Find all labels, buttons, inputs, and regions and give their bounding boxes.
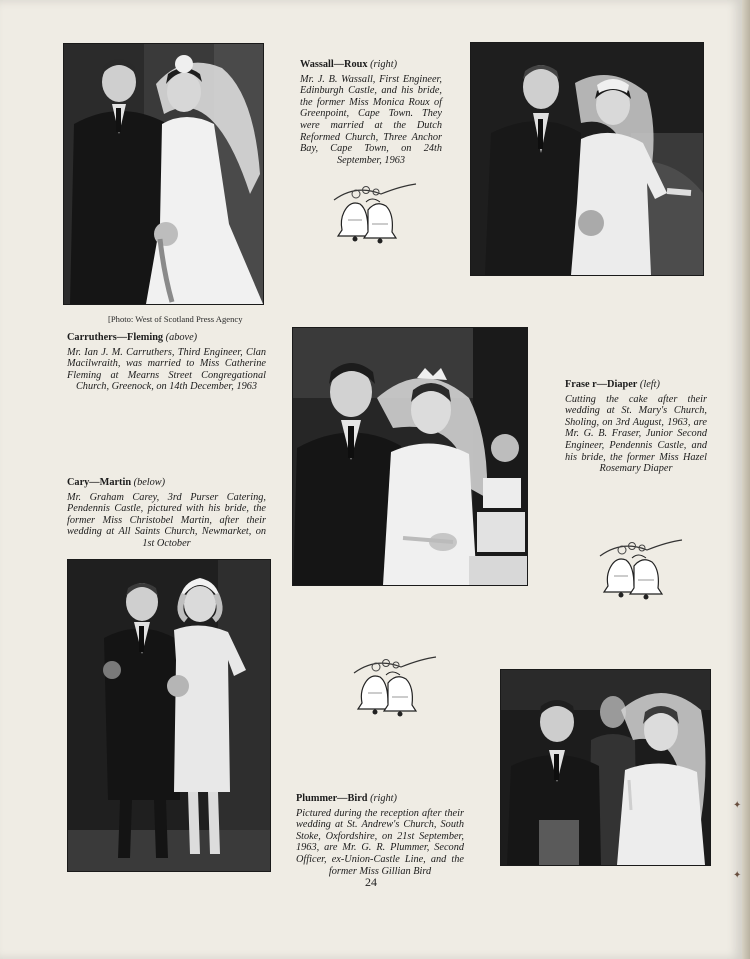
caption-direction: (right) xyxy=(370,59,397,70)
caption-direction: (below) xyxy=(133,477,166,488)
photo-cary-martin xyxy=(68,560,270,871)
caption-heading: Frase r—Diaper xyxy=(565,379,638,390)
caption-heading: Wassall—Roux xyxy=(300,59,368,70)
photo-credit: [Photo: West of Scotland Press Agency xyxy=(108,314,243,324)
caption-plummer-bird xyxy=(296,793,464,877)
caption-body: Mr. Ian J. M. Carruthers, Third Engineer, Clan Macilwraith, was married to Miss Catherine Fleming at Mearns Street Congregational Church, Greenock, on 14th December, 1963 xyxy=(67,346,266,393)
binding-mark: ✦ xyxy=(733,800,742,811)
caption-fraser-diaper xyxy=(565,379,707,475)
caption-body: Cutting the cake after their wedding at St. Mary's Church, Sholing, on 3rd August, 1963, are Mr. G. B. Fraser, Junior Second Engineer, Pendennis Castle, and his bride, the former Miss Hazel Rosemary Diaper xyxy=(565,393,707,475)
caption-wassall-roux xyxy=(300,59,442,166)
wedding-bells-icon xyxy=(346,653,440,721)
page-number: 24 xyxy=(365,875,377,889)
binding-mark: ✦ xyxy=(733,870,742,881)
caption-heading: Carruthers—Fleming xyxy=(67,332,164,343)
page-edge xyxy=(742,0,750,959)
caption-direction: (above) xyxy=(165,332,198,343)
caption-body: Mr. Graham Carey, 3rd Purser Catering, Pendennis Castle, pictured with his bride, the former Miss Christobel Martin, after their wedding at All Saints Church, Newmarket, on 1st October xyxy=(67,491,266,549)
caption-carruthers-fleming xyxy=(67,332,266,393)
wedding-bells-icon xyxy=(326,180,420,248)
caption-cary-martin xyxy=(67,477,266,550)
photo-plummer-bird xyxy=(501,670,710,865)
photo-carruthers-fleming xyxy=(64,44,263,304)
photo-fraser-diaper xyxy=(293,328,527,585)
caption-body: Pictured during the reception after their wedding at St. Andrew's Church, South Stoke, Oxfordshire, on 21st September, 1963, are Mr. G. R. Plummer, Second Officer, ex-Union-Castle Line, and the former Miss Gillian Bird xyxy=(296,807,464,877)
caption-heading: Plummer—Bird xyxy=(296,793,368,804)
caption-heading: Cary—Martin xyxy=(67,477,132,488)
caption-direction: (right) xyxy=(370,793,397,804)
photo-wassall-roux xyxy=(471,43,703,275)
wedding-bells-icon xyxy=(592,536,686,604)
caption-body: Mr. J. B. Wassall, First Engineer, Edinburgh Castle, and his bride, the former Miss Monica Roux of Greenpoint, Cape Town. They were married at the Dutch Reformed Church, Three Anchor Bay, Cape Town, on 24th September, 1963 xyxy=(300,73,442,166)
caption-direction: (left) xyxy=(639,379,660,390)
